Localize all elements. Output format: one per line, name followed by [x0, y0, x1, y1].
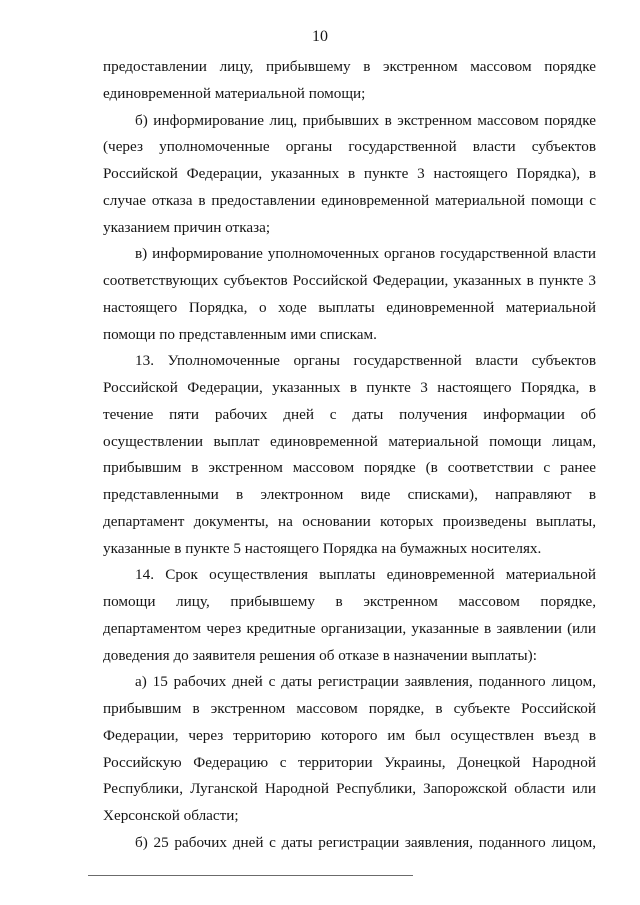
text-line: доведения до заявителя решения об отказе в назначении выплаты):: [103, 646, 537, 664]
text-line: Херсонской области;: [103, 807, 239, 824]
text-line: б) 25 рабочих дней с даты регистрации заявления, поданного лицом,: [135, 833, 596, 851]
text-line: Федерации, через территорию которого им был осуществлен въезд в: [103, 726, 596, 744]
text-line: департаментом через кредитные организации, указанные в заявлении (или: [103, 619, 596, 637]
text-line: Российской Федерации, указанных в пункте 3 настоящего Порядка), в: [103, 165, 596, 182]
text-line: помощи по представленным ими спискам.: [103, 325, 377, 343]
text-line: Российской Федерации, указанных в пункте 3 настоящего Порядка, в: [103, 379, 596, 396]
text-line: настоящего Порядка, о ходе выплаты единовременной материальной: [103, 298, 596, 316]
text-line: прибывшим в экстренном массовом порядке, в субъекте Российской: [103, 700, 596, 717]
text-line: случае отказа в предоставлении единовременной материальной помощи с: [103, 191, 596, 209]
text-line: департамент документы, на основании которых произведены выплаты,: [103, 512, 596, 530]
text-line: прибывшим в экстренном массовом порядке (в соответствии с ранее: [103, 459, 596, 477]
text-line: течение пяти рабочих дней с даты получения информации об: [103, 405, 596, 423]
page-number: 10: [312, 28, 328, 45]
text-line: Российскую Федерацию с территории Украины, Донецкой Народной: [103, 753, 596, 771]
text-line: указанные в пункте 5 настоящего Порядка на бумажных носителях.: [103, 539, 542, 557]
text-line: помощи лицу, прибывшему в экстренном массовом порядке,: [103, 593, 596, 610]
text-line: осуществлении выплат единовременной материальной помощи лицам,: [103, 432, 596, 450]
text-line: 13. Уполномоченные органы государственной власти субъектов: [135, 352, 596, 370]
text-line: единовременной материальной помощи;: [103, 84, 366, 102]
document-body: [103, 54, 596, 857]
text-line: б) информирование лиц, прибывших в экстренном массовом порядке: [135, 111, 596, 129]
text-line: представленными в электронном виде списками), направляют в: [103, 486, 596, 503]
text-line: в) информирование уполномоченных органов государственной власти: [135, 245, 596, 263]
text-line: Республики, Луганской Народной Республики, Запорожской области или: [103, 780, 596, 798]
text-line: предоставлении лицу, прибывшему в экстренном массовом порядке: [103, 58, 596, 75]
text-line: 14. Срок осуществления выплаты единовременной материальной: [135, 566, 596, 584]
text-line: соответствующих субъектов Российской Федерации, указанных в пункте 3: [103, 272, 596, 289]
text-line: (через уполномоченные органы государственной власти субъектов: [103, 138, 596, 156]
footer-rule: [88, 875, 413, 876]
text-line: указанием причин отказа;: [103, 218, 271, 236]
text-line: а) 15 рабочих дней с даты регистрации заявления, поданного лицом,: [135, 673, 596, 691]
